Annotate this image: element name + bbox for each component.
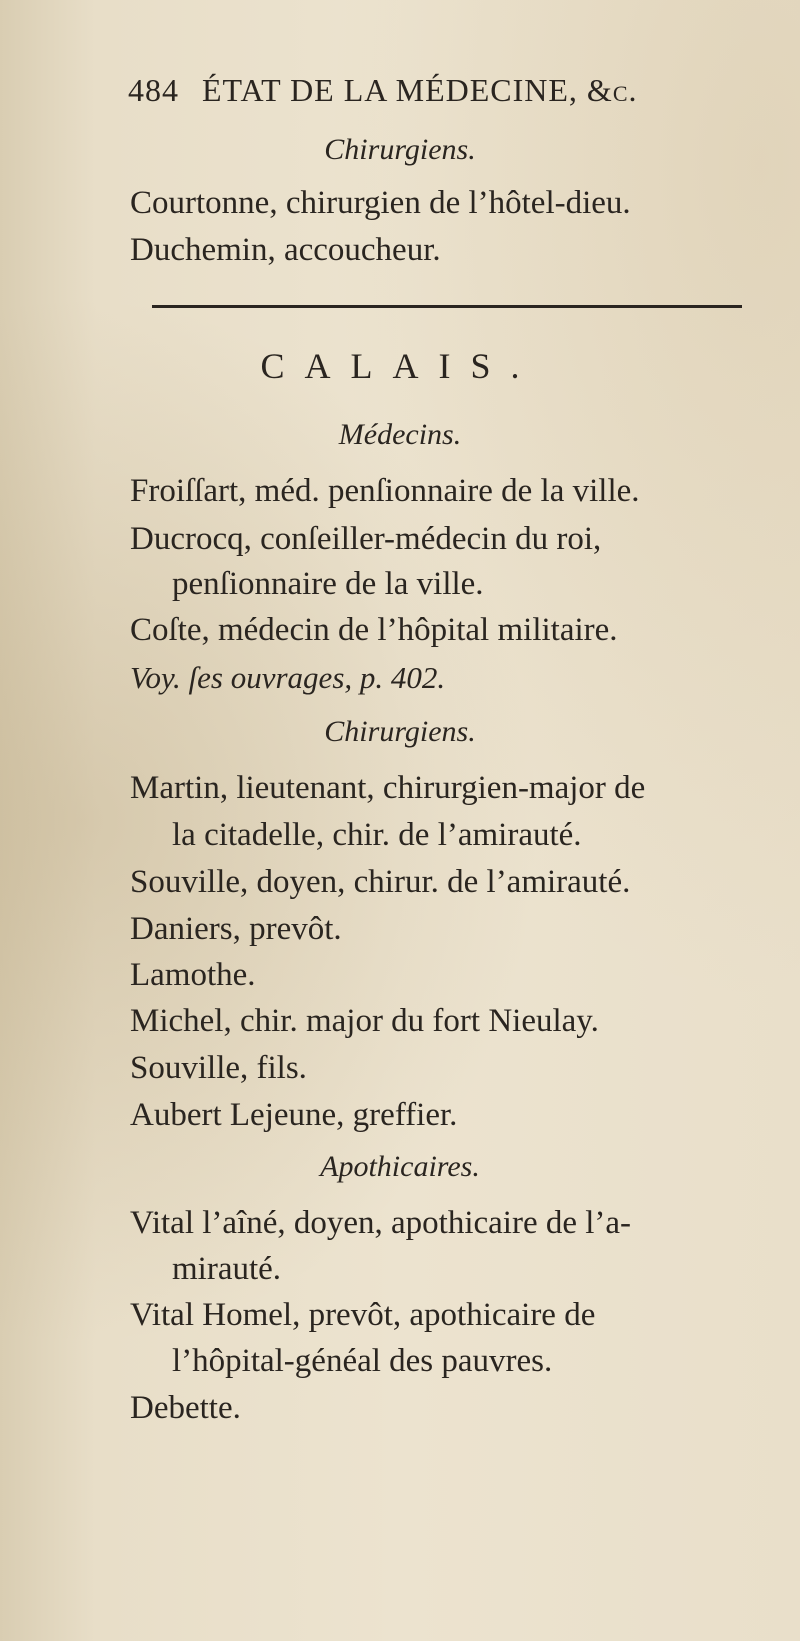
entry-souville-doyen: Souville, doyen, chirur. de l’amirauté. [130,864,631,900]
running-title: ÉTAT DE LA MÉDECINE, &c. [202,72,638,108]
entry-daniers: Daniers, prevôt. [130,911,342,947]
section-heading-medecins: Médecins. [338,418,462,451]
entry-souville-fils: Souville, fils. [130,1050,307,1086]
entry-michel: Michel, chir. major du fort Nieulay. [130,1003,599,1039]
entry-ducrocq: Ducrocq, conſeiller-médecin du roi, [130,521,602,557]
section-heading-apothicaires: Apothicaires. [320,1150,480,1183]
entry-coste: Coſte, médecin de l’hôpital militaire. [130,612,618,648]
entry-vital-homel-cont: l’hôpital-généal des pauvres. [172,1343,553,1379]
entry-aubert-lejeune: Aubert Lejeune, greffier. [130,1097,458,1133]
entry-vital-aine: Vital l’aîné, doyen, apothicaire de l’a- [130,1205,632,1241]
entry-coste-reference: Voy. ſes ouvrages, p. 402. [130,660,446,695]
entry-ducrocq-cont: penſionnaire de la ville. [172,566,484,602]
entry-froissart: Froiſſart, méd. penſionnaire de la ville. [130,473,640,509]
page-number: 484 [128,72,179,108]
section-heading-chirurgiens: Chirurgiens. [324,715,476,748]
entry-martin: Martin, lieutenant, chirurgien-major de [130,770,646,806]
section-heading-chirurgiens-top: Chirurgiens. [324,133,476,166]
entry-duchemin: Duchemin, accoucheur. [130,232,441,268]
entry-vital-homel: Vital Homel, prevôt, apothicaire de [130,1297,596,1333]
section-divider [152,305,742,308]
entry-courtonne: Courtonne, chirurgien de l’hôtel-dieu. [130,185,631,221]
running-header [128,72,728,109]
entry-vital-aine-cont: mirauté. [172,1251,282,1287]
entry-debette: Debette. [130,1390,241,1426]
entry-lamothe: Lamothe. [130,957,256,993]
entry-martin-cont: la citadelle, chir. de l’amirauté. [172,817,582,853]
city-heading: CALAIS. [260,346,540,386]
